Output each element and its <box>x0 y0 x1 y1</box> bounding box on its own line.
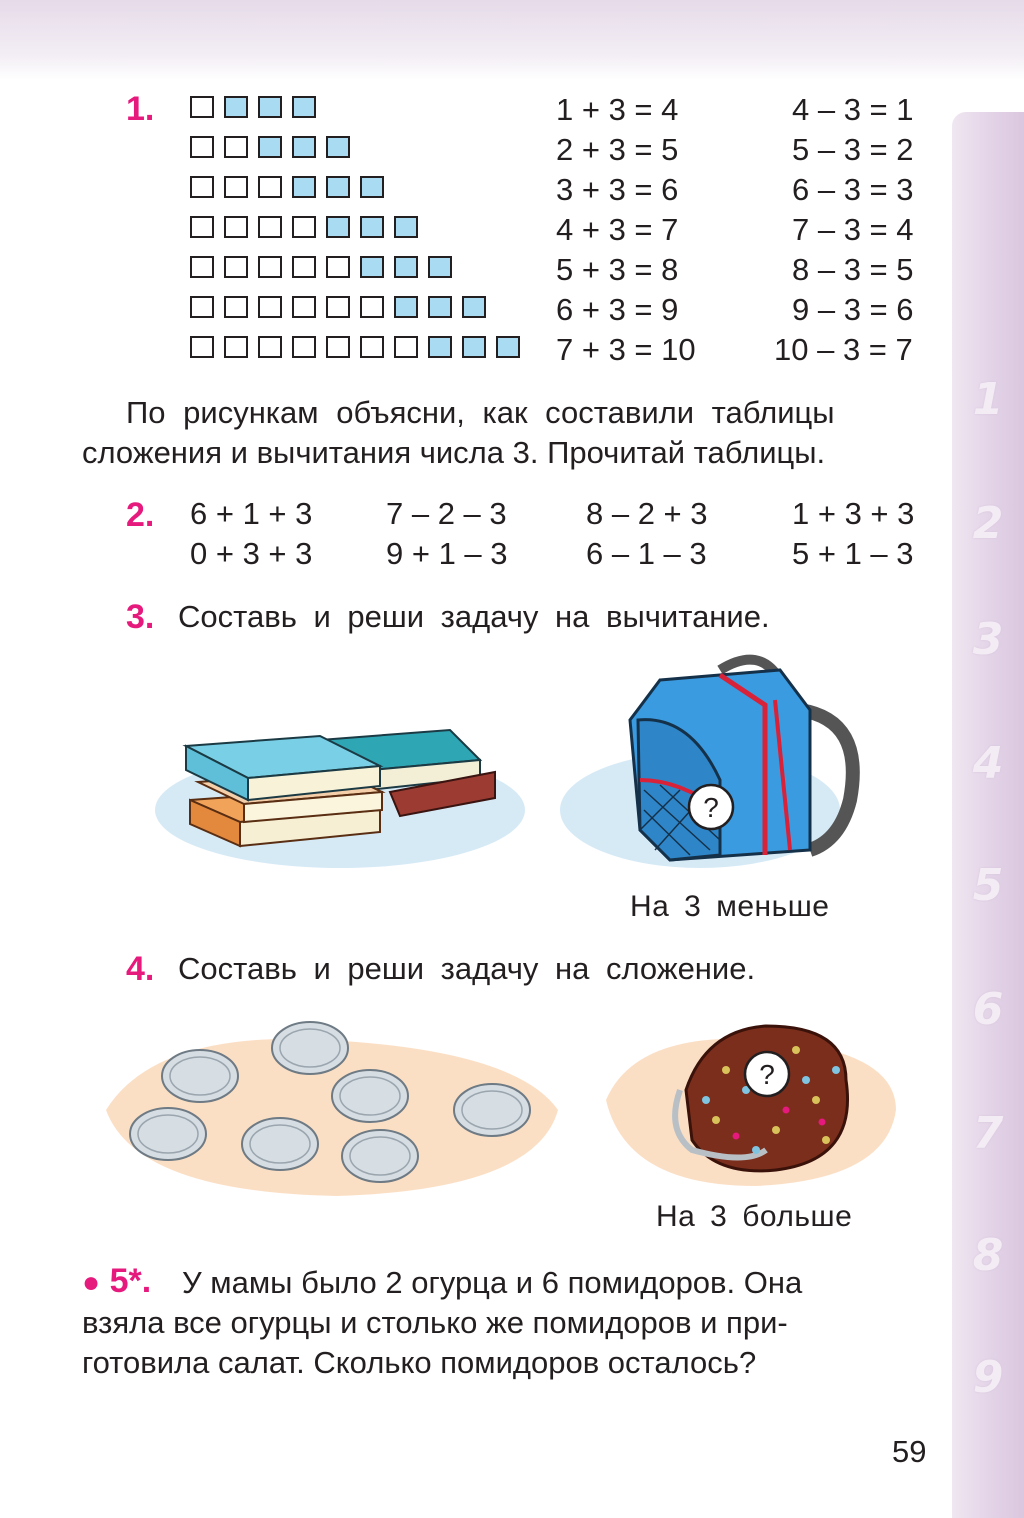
expression: 8 – 2 + 3 <box>586 496 708 531</box>
white-square <box>224 256 248 278</box>
task-1-number: 1. <box>126 90 155 128</box>
task-1-text-line-1: По рисункам объясни, как составили таблицы <box>126 395 835 430</box>
expression: 6 – 1 – 3 <box>586 536 707 571</box>
white-square <box>258 176 282 198</box>
page-number: 59 <box>892 1434 927 1469</box>
coin <box>454 1084 530 1136</box>
side-tab-1: 1 <box>972 374 1004 425</box>
coin <box>130 1108 206 1160</box>
white-square <box>190 96 214 118</box>
chapter-side-strip <box>952 112 1024 1518</box>
blue-square <box>462 336 486 358</box>
coin <box>272 1022 348 1074</box>
blue-square <box>258 136 282 158</box>
coin <box>242 1118 318 1170</box>
addition-equation: 3 + 3 = 6 <box>556 172 679 207</box>
blue-square <box>326 136 350 158</box>
side-tab-4: 4 <box>972 738 1004 789</box>
white-square <box>190 296 214 318</box>
expression: 7 – 2 – 3 <box>386 496 507 531</box>
white-square <box>394 336 418 358</box>
blue-square <box>360 256 384 278</box>
addition-equation: 1 + 3 = 4 <box>556 92 679 127</box>
white-square <box>258 256 282 278</box>
white-square <box>224 296 248 318</box>
white-square <box>190 176 214 198</box>
expression: 9 + 1 – 3 <box>386 536 508 571</box>
blue-square <box>360 176 384 198</box>
white-square <box>326 336 350 358</box>
backpack-question-mark: ? <box>703 792 719 823</box>
white-square <box>224 136 248 158</box>
blue-square <box>394 296 418 318</box>
books-illustration <box>150 700 540 880</box>
addition-equation: 4 + 3 = 7 <box>556 212 679 247</box>
task-5-number: 5*. <box>109 1262 152 1300</box>
task-5-text-line-2: взяла все огурцы и столько же помидоров и при- <box>82 1305 788 1340</box>
blue-square <box>292 96 316 118</box>
blue-square <box>292 136 316 158</box>
subtraction-equation: 6 – 3 = 3 <box>792 172 914 207</box>
task-5-text-line-3: готовила салат. Сколько помидоров осталось? <box>82 1345 757 1380</box>
blue-square <box>428 256 452 278</box>
blue-square <box>326 176 350 198</box>
side-tab-7: 7 <box>972 1108 1004 1159</box>
side-tab-6: 6 <box>972 984 1004 1035</box>
white-square <box>224 176 248 198</box>
white-square <box>258 296 282 318</box>
subtraction-equation: 4 – 3 = 1 <box>792 92 914 127</box>
white-square <box>258 336 282 358</box>
task-1-text-line-2: сложения и вычитания числа 3. Прочитай таблицы. <box>82 435 826 470</box>
side-tab-2: 2 <box>972 498 1004 549</box>
white-square <box>360 296 384 318</box>
white-square <box>326 296 350 318</box>
subtraction-equation: 9 – 3 = 6 <box>792 292 914 327</box>
addition-equation: 6 + 3 = 9 <box>556 292 679 327</box>
task-5-marker <box>82 1262 151 1301</box>
blue-square <box>292 176 316 198</box>
subtraction-equation: 10 – 3 = 7 <box>774 332 913 367</box>
white-square <box>292 336 316 358</box>
purse-illustration <box>596 1010 906 1200</box>
backpack-illustration <box>560 650 870 880</box>
white-square <box>190 216 214 238</box>
white-square <box>292 256 316 278</box>
bullet-dot: ● <box>82 1266 101 1299</box>
addition-equation: 5 + 3 = 8 <box>556 252 679 287</box>
expression: 6 + 1 + 3 <box>190 496 313 531</box>
subtraction-equation: 5 – 3 = 2 <box>792 132 914 167</box>
subtraction-equation: 7 – 3 = 4 <box>792 212 914 247</box>
side-tab-9: 9 <box>972 1352 1004 1403</box>
blue-square <box>428 336 452 358</box>
task-4-caption: На 3 больше <box>656 1200 853 1233</box>
white-square <box>258 216 282 238</box>
white-square <box>190 336 214 358</box>
white-square <box>224 216 248 238</box>
coin <box>332 1070 408 1122</box>
blue-square <box>326 216 350 238</box>
white-square <box>190 136 214 158</box>
white-square <box>292 296 316 318</box>
task-4-text: Составь и реши задачу на сложение. <box>178 951 756 986</box>
blue-square <box>224 96 248 118</box>
side-tab-5: 5 <box>972 860 1004 911</box>
addition-equation: 2 + 3 = 5 <box>556 132 679 167</box>
expression: 5 + 1 – 3 <box>792 536 914 571</box>
task-3-text: Составь и реши задачу на вычитание. <box>178 599 770 634</box>
subtraction-equation: 8 – 3 = 5 <box>792 252 914 287</box>
purse-question-mark: ? <box>759 1059 775 1090</box>
task-5-text-line-1: У мамы было 2 огурца и 6 помидоров. Она <box>182 1265 803 1300</box>
task-2-number: 2. <box>126 496 155 534</box>
blue-square <box>428 296 452 318</box>
task-3-caption: На 3 меньше <box>630 890 830 923</box>
blue-square <box>462 296 486 318</box>
white-square <box>224 336 248 358</box>
addition-equation: 7 + 3 = 10 <box>556 332 696 367</box>
blue-square <box>394 256 418 278</box>
expression: 0 + 3 + 3 <box>190 536 313 571</box>
task-4-number: 4. <box>126 950 155 988</box>
side-tab-3: 3 <box>972 614 1004 665</box>
coin <box>162 1050 238 1102</box>
white-square <box>292 216 316 238</box>
coins-illustration <box>96 1020 566 1200</box>
white-square <box>190 256 214 278</box>
coin <box>342 1130 418 1182</box>
side-tab-8: 8 <box>972 1230 1004 1281</box>
blue-square <box>394 216 418 238</box>
blue-square <box>360 216 384 238</box>
blue-square <box>496 336 520 358</box>
white-square <box>326 256 350 278</box>
white-square <box>360 336 384 358</box>
blue-square <box>258 96 282 118</box>
expression: 1 + 3 + 3 <box>792 496 915 531</box>
task-3-number: 3. <box>126 598 155 636</box>
top-band <box>0 0 1024 80</box>
